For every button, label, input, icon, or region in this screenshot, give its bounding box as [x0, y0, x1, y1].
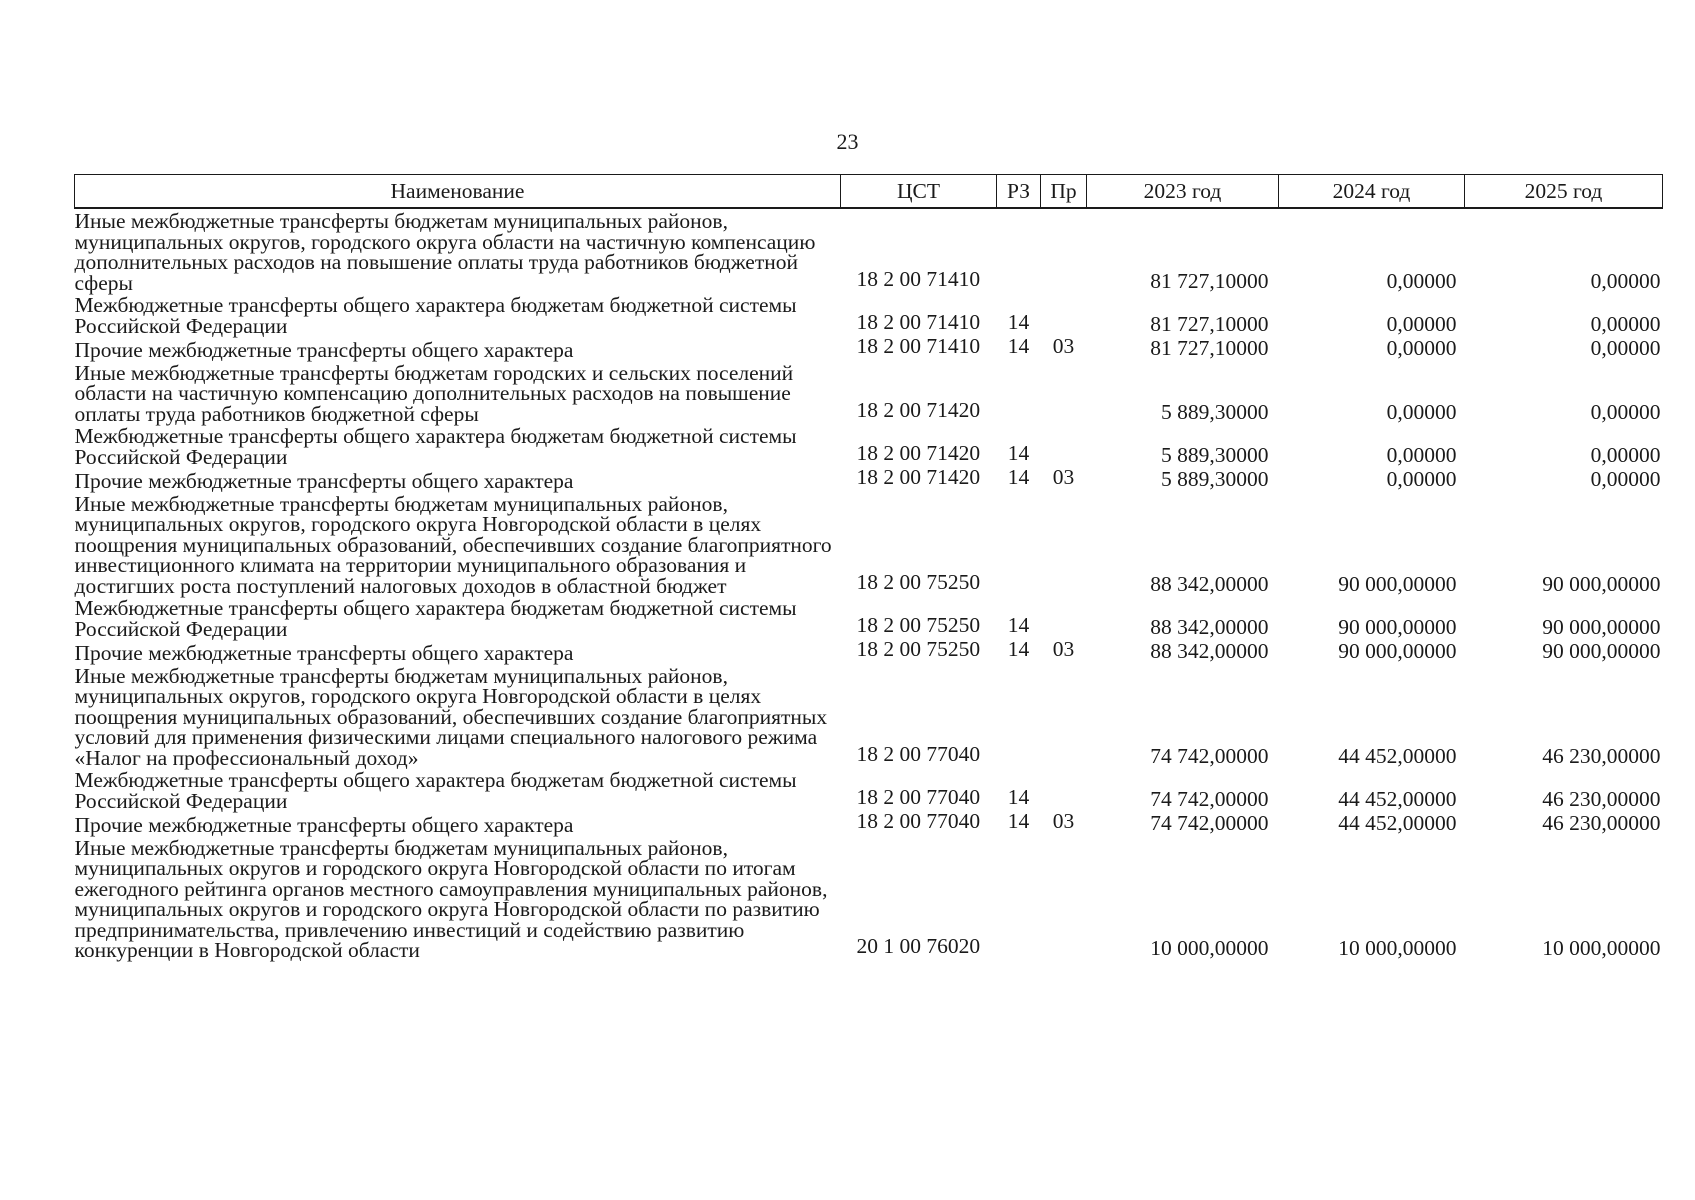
row-2024: 0,00000	[1386, 311, 1457, 336]
row-2025: 0,00000	[1590, 467, 1661, 491]
row-2024: 0,00000	[1386, 399, 1457, 424]
row-rz	[997, 664, 1041, 769]
row-code: 18 2 00 77040	[856, 809, 981, 833]
table-row	[75, 768, 1663, 811]
header-2023: 2023 год	[1087, 175, 1279, 209]
row-2023: 81 727,10000	[1150, 336, 1269, 360]
row-rz: 14	[1007, 637, 1030, 661]
table-row	[75, 811, 1663, 836]
row-2025: 90 000,00000	[1542, 614, 1661, 639]
row-2023: 5 889,30000	[1161, 442, 1269, 467]
row-code: 18 2 00 75250	[856, 637, 981, 661]
header-2024: 2024 год	[1279, 175, 1465, 209]
row-2025: 0,00000	[1590, 336, 1661, 360]
row-rz: 14	[1007, 309, 1030, 334]
row-2024: 0,00000	[1386, 467, 1457, 491]
row-name: Иные межбюджетные трансферты бюджетам муниципальных районов, муниципальных округов и городского округа Новгородской области по итогам ежегодного рейтинга органов местного самоуправления муниципальных районов, муниципальных округов и городского округа Новгородской области по развитию предпринимательства, привлечению инвестиций и содействию развитию конкуренции в Новгородской области	[74, 835, 828, 962]
row-pr: 03	[1052, 334, 1075, 358]
header-pr: Пр	[1041, 175, 1087, 209]
table-row	[75, 293, 1663, 336]
row-2025: 0,00000	[1590, 399, 1661, 424]
row-rz: 14	[1007, 612, 1030, 637]
row-name: Межбюджетные трансферты общего характера бюджетам бюджетной системы Российской Федерации	[74, 424, 797, 469]
row-2023: 5 889,30000	[1161, 399, 1269, 424]
row-pr	[1041, 208, 1087, 293]
table-row	[75, 492, 1663, 597]
row-2025: 46 230,00000	[1542, 743, 1661, 768]
row-rz	[997, 361, 1041, 425]
row-2023: 81 727,10000	[1150, 268, 1269, 293]
row-2025: 90 000,00000	[1542, 639, 1661, 663]
row-name: Прочие межбюджетные трансферты общего характера	[74, 813, 574, 837]
row-2024: 90 000,00000	[1338, 571, 1457, 596]
row-rz: 14	[1007, 440, 1030, 465]
row-2025: 90 000,00000	[1542, 571, 1661, 596]
table-row	[75, 208, 1663, 293]
row-name: Иные межбюджетные трансферты бюджетам городских и сельских поселений области на частичную компенсацию дополнительных расходов на повышение оплаты труда работников бюджетной сферы	[74, 360, 794, 426]
row-rz: 14	[1007, 809, 1030, 833]
budget-table	[74, 174, 1663, 961]
row-2025: 10 000,00000	[1542, 936, 1661, 960]
header-code: ЦСТ	[841, 175, 997, 209]
row-rz: 14	[1007, 334, 1030, 358]
row-code: 20 1 00 76020	[856, 934, 981, 958]
row-pr	[1041, 361, 1087, 425]
row-pr: 03	[1052, 809, 1075, 833]
row-2024: 0,00000	[1386, 336, 1457, 360]
row-2024: 0,00000	[1386, 442, 1457, 467]
row-name: Межбюджетные трансферты общего характера бюджетам бюджетной системы Российской Федерации	[74, 293, 797, 338]
row-2023: 74 742,00000	[1150, 811, 1269, 835]
row-code: 18 2 00 71410	[856, 334, 981, 358]
row-pr	[1041, 836, 1087, 961]
row-code: 18 2 00 75250	[856, 612, 981, 637]
row-code: 18 2 00 71420	[856, 397, 981, 422]
row-pr: 03	[1052, 465, 1075, 489]
row-2023: 74 742,00000	[1150, 743, 1269, 768]
row-pr	[1041, 492, 1087, 597]
table-row	[75, 664, 1663, 769]
row-2025: 46 230,00000	[1542, 786, 1661, 811]
row-2025: 0,00000	[1590, 442, 1661, 467]
row-pr	[1041, 424, 1087, 467]
header-2025: 2025 год	[1465, 175, 1663, 209]
row-2024: 44 452,00000	[1338, 786, 1457, 811]
row-2023: 88 342,00000	[1150, 639, 1269, 663]
row-2023: 5 889,30000	[1161, 467, 1269, 491]
header-rz: РЗ	[997, 175, 1041, 209]
row-code: 18 2 00 75250	[856, 569, 981, 594]
row-name: Иные межбюджетные трансферты бюджетам муниципальных районов, муниципальных округов, городского округа Новгородской области в целях поощрения муниципальных образований, обеспечивших создание благоприятных условий для применения физическими лицами специального налогового режима «Налог на профессиональный доход»	[74, 663, 828, 770]
row-name: Прочие межбюджетные трансферты общего характера	[74, 469, 574, 493]
row-2024: 44 452,00000	[1338, 743, 1457, 768]
row-name: Прочие межбюджетные трансферты общего характера	[74, 641, 574, 665]
row-2024: 0,00000	[1386, 268, 1457, 293]
row-2025: 0,00000	[1590, 268, 1661, 293]
row-pr	[1041, 596, 1087, 639]
row-rz: 14	[1007, 784, 1030, 809]
row-2023: 88 342,00000	[1150, 571, 1269, 596]
row-2024: 44 452,00000	[1338, 811, 1457, 835]
row-code: 18 2 00 71420	[856, 440, 981, 465]
row-code: 18 2 00 71420	[856, 465, 981, 489]
row-pr	[1041, 664, 1087, 769]
row-code: 18 2 00 71410	[856, 309, 981, 334]
row-name: Иные межбюджетные трансферты бюджетам муниципальных районов, муниципальных округов, городского округа области на частичную компенсацию дополнительных расходов на повышение оплаты труда работников бюджетной сферы	[74, 209, 816, 295]
row-pr	[1041, 293, 1087, 336]
row-2023: 81 727,10000	[1150, 311, 1269, 336]
row-name: Межбюджетные трансферты общего характера бюджетам бюджетной системы Российской Федерации	[74, 768, 797, 813]
row-name: Межбюджетные трансферты общего характера бюджетам бюджетной системы Российской Федерации	[74, 596, 797, 641]
row-2023: 88 342,00000	[1150, 614, 1269, 639]
table-row	[75, 424, 1663, 467]
row-code: 18 2 00 77040	[856, 741, 981, 766]
row-code: 18 2 00 71410	[856, 266, 981, 291]
table-row	[75, 336, 1663, 361]
header-name: Наименование	[75, 175, 841, 209]
table-row	[75, 467, 1663, 492]
row-rz: 14	[1007, 465, 1030, 489]
row-rz	[997, 208, 1041, 293]
row-2023: 10 000,00000	[1150, 936, 1269, 960]
row-2024: 90 000,00000	[1338, 639, 1457, 663]
row-rz	[997, 836, 1041, 961]
row-2023: 74 742,00000	[1150, 786, 1269, 811]
table-row	[75, 639, 1663, 664]
table-row	[75, 836, 1663, 961]
row-name: Иные межбюджетные трансферты бюджетам муниципальных районов, муниципальных округов, городского округа Новгородской области в целях поощрения муниципальных образований, обеспечивших создание благоприятного инвестиционного климата на территории муниципального образования и достигших роста поступлений налоговых доходов в областной бюджет	[74, 491, 832, 598]
row-2024: 10 000,00000	[1338, 936, 1457, 960]
row-pr	[1041, 768, 1087, 811]
page-number: 23	[836, 129, 859, 154]
table-header-row	[75, 175, 1663, 209]
row-2024: 90 000,00000	[1338, 614, 1457, 639]
row-pr: 03	[1052, 637, 1075, 661]
row-2025: 0,00000	[1590, 311, 1661, 336]
table-row	[75, 596, 1663, 639]
row-2025: 46 230,00000	[1542, 811, 1661, 835]
row-name: Прочие межбюджетные трансферты общего характера	[74, 338, 574, 362]
row-rz	[997, 492, 1041, 597]
table-row	[75, 361, 1663, 425]
row-code: 18 2 00 77040	[856, 784, 981, 809]
